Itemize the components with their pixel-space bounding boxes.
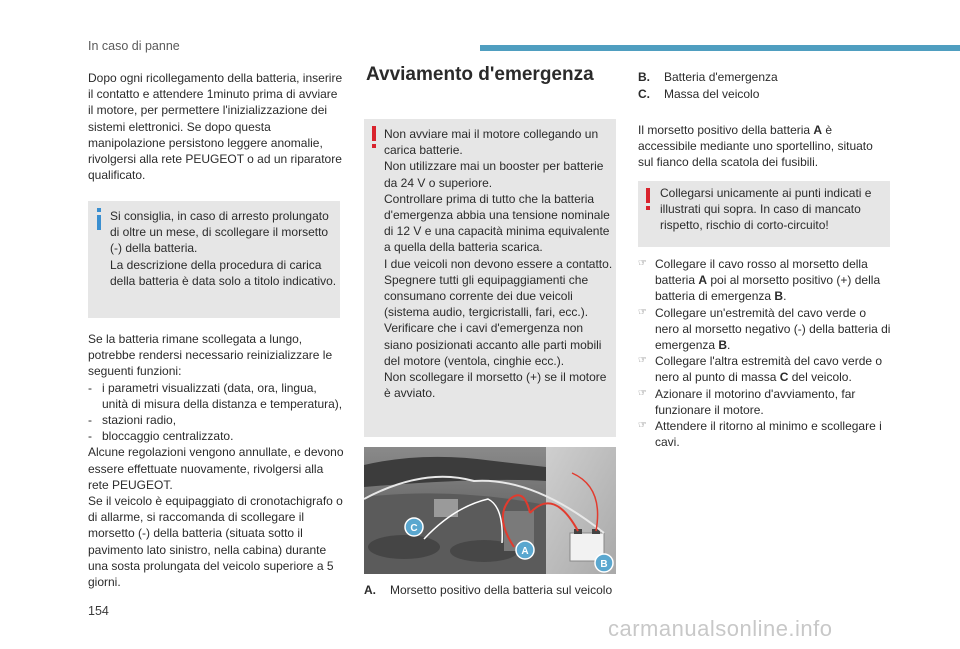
warning-line: I due veicoli non devono essere a contatto.	[384, 256, 613, 271]
arrow-bullet-icon: ☞	[638, 306, 647, 318]
caption-text: Batteria d'emergenza	[664, 70, 778, 84]
paragraph-text: Dopo ogni ricollegamento della batteria, inserire il contatto e attendere 1minuto prima di avviare il motore, per permettere l'inizializzazione dei sistemi elettronici. Se dopo questa manipolazione persistono leggere anomalie, rivolgersi alla rete PEUGEOT o ad un riparatore qualificato.	[88, 71, 343, 183]
badge-a: A	[521, 546, 529, 557]
section-header: In caso di panne	[88, 39, 180, 53]
procedure-steps	[638, 256, 892, 450]
settings-reset-paragraph: Alcune regolazioni vengono annullate, e devono essere effettuate nuovamente, rivolgersi alla rete PEUGEOT.	[88, 445, 344, 492]
page-title: Avviamento d'emergenza	[366, 64, 594, 85]
info-icon	[97, 208, 101, 230]
warning-icon	[646, 188, 650, 210]
info-line-2: La descrizione della procedura di carica della batteria è data solo a titolo indicativo.	[110, 257, 337, 288]
jump-start-illustration	[364, 447, 616, 574]
caption-label: A.	[364, 583, 376, 597]
caption-text: Morsetto positivo della batteria sul veicolo	[390, 583, 613, 597]
warning-line: Controllare prima di tutto che la batteria d'emergenza abbia una tensione nominale di 12 V e una capacità minima equivalente a quella della batteria scarica.	[384, 191, 610, 255]
paragraph-text: è accessibile mediante uno sportellino, situato sul fianco della scatola dei fusibili.	[638, 123, 873, 170]
header-accent-bar	[480, 45, 960, 51]
caption-label: B.	[638, 70, 650, 84]
caption-c	[638, 87, 759, 101]
warning-line: Non utilizzare mai un booster per batterie da 24 V o superiore.	[384, 159, 604, 190]
engine-bay-photo	[364, 447, 616, 574]
terminal-access-paragraph	[638, 122, 890, 171]
page-number: 154	[88, 604, 109, 618]
tachograph-paragraph: Se il veicolo è equipaggiato di cronotachigrafo o di allarme, si raccomanda di scollegare il morsetto (-) della batteria (situata sotto il pavimento lato sinistro, nella cabina) durante una sosta prolungata del veicolo superiore a 5 giorni.	[88, 494, 343, 590]
list-item: - bloccaggio centralizzato.	[88, 428, 344, 444]
list-item: ☞ Azionare il motorino d'avviamento, far funzionare il motore.	[638, 386, 856, 417]
list-item: ☞ Collegare il cavo rosso al morsetto della batteria A poi al morsetto positivo (+) della batteria di emergenza B.	[638, 257, 881, 304]
paragraph-text: Il morsetto positivo della batteria	[638, 123, 814, 137]
list-item: ☞ Collegare l'altra estremità del cavo verde o nero al punto di massa C del veicolo.	[638, 354, 883, 385]
caption-a	[364, 583, 612, 597]
list-item: ☞ Attendere il ritorno al minimo e scollegare i cavi.	[638, 419, 882, 450]
caption-text: Massa del veicolo	[664, 87, 760, 101]
arrow-bullet-icon: ☞	[638, 387, 647, 399]
warning-line: Non avviare mai il motore collegando un carica batterie.	[384, 127, 599, 158]
info-box	[88, 201, 340, 318]
warning-line: Verificare che i cavi d'emergenza non siano posizionati accanto alle parti mobili del motore (ventola, cinghie ecc.).	[384, 321, 602, 368]
warning-text: Collegarsi unicamente ai punti indicati e illustrati qui sopra. In caso di mancato rispetto, rischio di corto-circuito!	[660, 186, 872, 233]
warning-box-short-circuit	[638, 181, 890, 247]
list-item: - i parametri visualizzati (data, ora, lingua, unità di misura della distanza e temperatura),	[88, 380, 344, 412]
watermark: carmanualsonline.info	[608, 616, 833, 641]
reinit-section	[88, 331, 344, 590]
list-item: - stazioni radio,	[88, 412, 344, 428]
paragraph-bold: A	[813, 123, 823, 137]
arrow-bullet-icon: ☞	[638, 420, 647, 432]
warning-line: Non scollegare il morsetto (+) se il motore è avviato.	[384, 370, 607, 401]
caption-b	[638, 70, 778, 84]
warning-line: Spegnere tutti gli equipaggiamenti che consumano corrente dei due veicoli (sistema audio, tergicristalli, fari, ecc.).	[384, 272, 589, 320]
battery-reconnect-paragraph	[88, 70, 344, 183]
warning-box	[364, 119, 616, 437]
list-item: ☞ Collegare un'estremità del cavo verde o nero al morsetto negativo (-) della batteria di emergenza B.	[638, 305, 891, 353]
arrow-bullet-icon: ☞	[638, 258, 647, 269]
info-line-1: Si consiglia, in caso di arresto prolungato di oltre un mese, di scollegare il morsetto (-) della batteria.	[110, 209, 329, 256]
warning-icon	[372, 126, 376, 148]
reinit-intro: Se la batteria rimane scollegata a lungo, potrebbe rendersi necessario reinizializzare le seguenti funzioni:	[88, 332, 333, 379]
badge-b: B	[600, 559, 608, 570]
caption-label: C.	[638, 87, 650, 101]
arrow-bullet-icon: ☞	[638, 355, 647, 367]
badge-c: C	[410, 523, 418, 534]
